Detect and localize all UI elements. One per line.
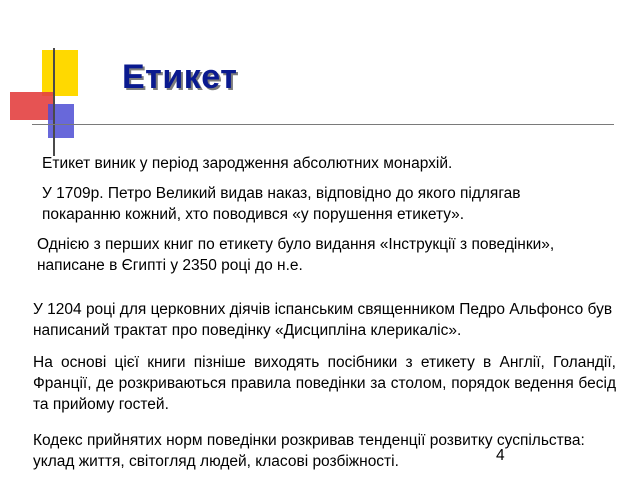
slide-title: Етикет xyxy=(122,58,238,96)
title-underline xyxy=(32,124,614,125)
decorative-blue-square xyxy=(48,104,74,138)
page-number: 4 xyxy=(496,447,505,464)
paragraph-etiquette-manuals: На основі цієї книги пізніше виходять посібники з етикету в Англії, Голандії, Франції, де розкриваються правила поведінки за столом, порядок ведення бесід та прийому гостей. xyxy=(33,354,616,413)
decorative-vertical-line xyxy=(53,48,55,156)
paragraph-alfonso-treatise: У 1204 році для церковних діячів іспанським священником Педро Альфонсо був написаний трактат про поведінку «Дисципліна клерикаліс». xyxy=(33,301,613,339)
paragraph-peter-decree: У 1709р. Петро Великий видав наказ, відповідно до якого підлягав покаранню кожний, хто поводився «у порушення етикету». xyxy=(42,185,521,223)
paragraph-origin: Етикет виник у період зародження абсолютних монархій. xyxy=(42,155,453,172)
paragraph-code-of-conduct: Кодекс прийнятих норм поведінки розкривав тенденції розвитку суспільства: уклад життя, світогляд людей, класові розбіжності. xyxy=(33,432,585,470)
decorative-yellow-square xyxy=(42,50,78,96)
paragraph-egypt-book: Однією з перших книг по етикету було видання «Інструкції з поведінки», написане в Єгипті у 2350 році до н.е. xyxy=(37,236,555,274)
